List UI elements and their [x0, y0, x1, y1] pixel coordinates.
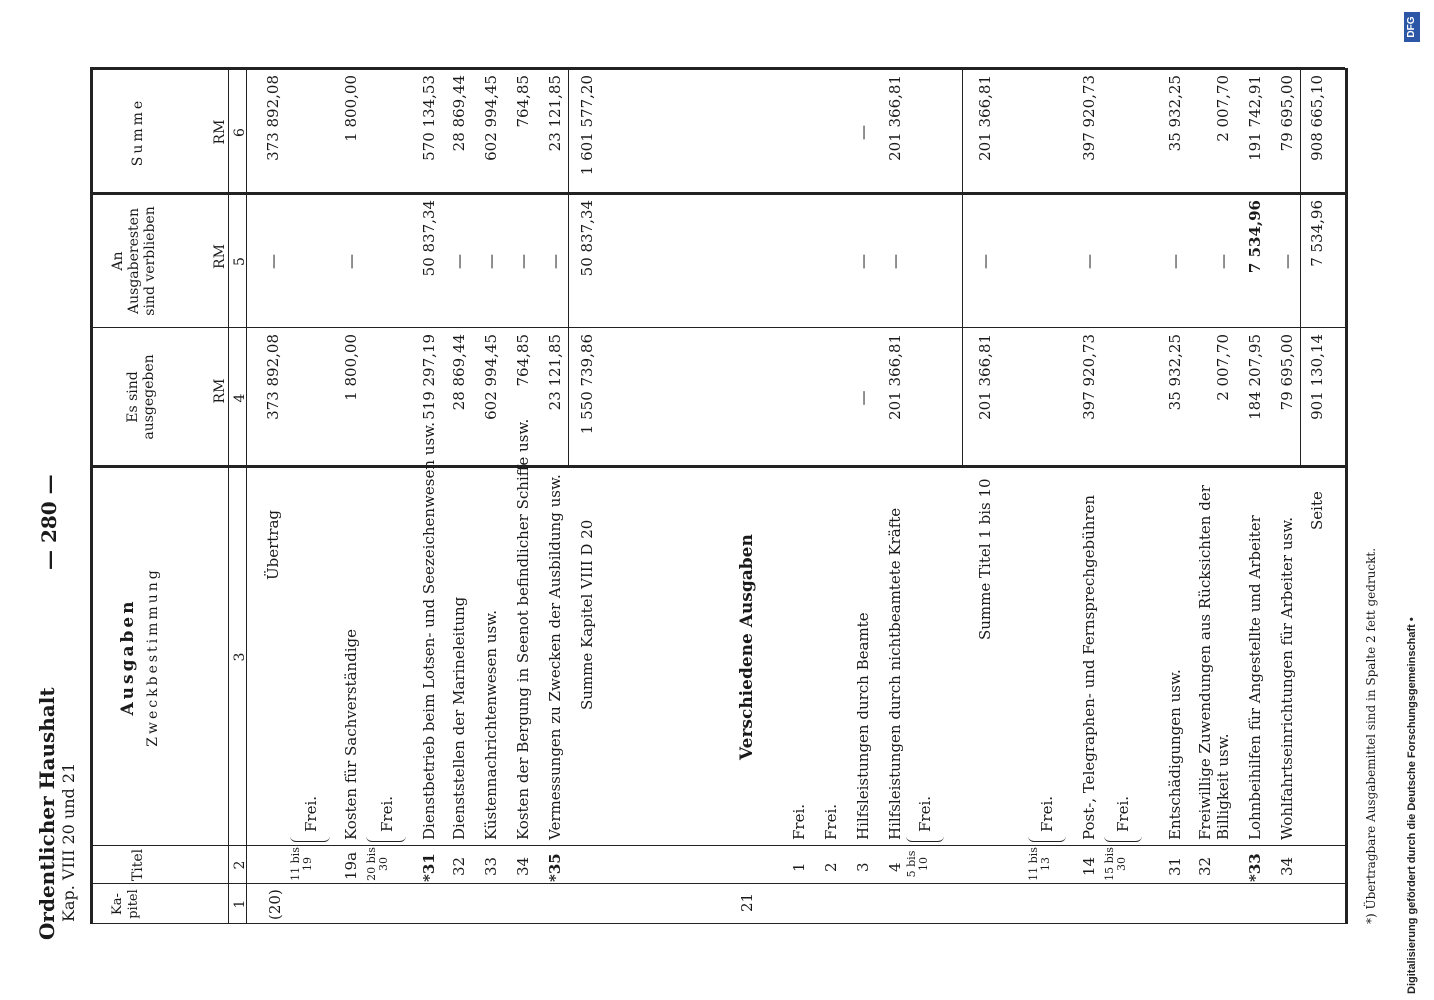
- s20-row0-text: Frei.: [302, 795, 320, 832]
- s21b-row6-titel: 34: [1278, 856, 1296, 876]
- s20-row1-c5: —: [342, 254, 360, 269]
- s21b-row1-c4: 397 920,73: [1080, 334, 1098, 420]
- col-header-summe: Summe: [130, 97, 146, 167]
- s20-row2-text: Frei.: [378, 795, 396, 832]
- s21-subtotal-rule: [962, 70, 963, 468]
- s21a-row2-c5: —: [854, 254, 872, 269]
- col-header-titel: Titel: [130, 848, 146, 882]
- uebertrag-c5: —: [264, 254, 282, 269]
- s20-row7-c6: 23 121,85: [546, 75, 564, 152]
- s20-row6-text: Kosten der Bergung in Seenot befindlicher Schiffe usw.: [514, 418, 532, 840]
- s21-subtotal-c5: —: [976, 254, 994, 269]
- s20-total-label: Summe Kapitel VIII D 20: [578, 519, 596, 710]
- s20-total-c5: 50 837,34: [578, 200, 596, 277]
- s21b-row3-c4: 35 932,25: [1166, 334, 1184, 411]
- s20-row7-text: Vermessungen zu Zwecken der Ausbildung usw.: [546, 474, 564, 840]
- s20-row4-titel: 32: [450, 856, 468, 876]
- s20-row7-titel: *35: [546, 853, 564, 882]
- s20-row1-c6: 1 800,00: [342, 75, 360, 142]
- s21a-row4-text: Frei.: [916, 795, 934, 832]
- s21a-row3-c6: 201 366,81: [886, 75, 904, 161]
- s20-total-c4: 1 550 739,86: [578, 334, 596, 435]
- s20-row6-c4: 764,85: [514, 334, 532, 387]
- dfg-logo: DFG: [1404, 12, 1420, 42]
- s21a-row1-titel: 2: [822, 862, 840, 872]
- col-header-kapitel: Ka-pitel: [110, 889, 141, 919]
- s20-row7-c4: 23 121,85: [546, 334, 564, 411]
- s21a-row0-titel: 1: [790, 862, 808, 872]
- s20-row5-titel: 33: [482, 856, 500, 876]
- s21a-row0-text: Frei.: [790, 803, 808, 840]
- uebertrag-label: Übertrag: [264, 509, 282, 580]
- s20-row3-c5: 50 837,34: [420, 200, 438, 277]
- colnum-4: 4: [232, 393, 248, 403]
- s21a-row2-text: Hilfsleistungen durch Beamte: [854, 612, 872, 840]
- s21b-row5-c4: 184 207,95: [1246, 334, 1264, 420]
- s21b-row5-c6: 191 742,91: [1246, 75, 1264, 161]
- s20-row3-c4: 519 297,19: [420, 334, 438, 420]
- s20-row3-c6: 570 134,53: [420, 75, 438, 161]
- colnum-5: 5: [232, 257, 248, 266]
- table-top-rule: [90, 68, 93, 924]
- s21b-row6-text: Wohlfahrtseinrichtungen für Arbeiter usw.: [1278, 516, 1296, 840]
- s21-subtotal-c4: 201 366,81: [976, 334, 994, 420]
- digitization-credit: [1396, 6, 1434, 994]
- s21b-row1-text: Post-, Telegraphen- und Fernsprechgebühren: [1080, 494, 1098, 840]
- s21-pagetotal-label: Seite: [1308, 491, 1326, 530]
- colnum-3: 3: [232, 652, 248, 662]
- s20-row5-c6: 602 994,45: [482, 75, 500, 161]
- s21b-row2-text: Frei.: [1114, 795, 1132, 832]
- credit-text: Digitalisierung gefördert durch die Deutsche Forschungsgemeinschaft •: [1406, 617, 1418, 994]
- page-number: — 280 —: [37, 474, 61, 570]
- s21b-row4-c5: —: [1214, 254, 1232, 269]
- s21a-row1-text: Frei.: [822, 803, 840, 840]
- s20-row3-text: Dienstbetrieb beim Lotsen- und Seezeichenwesen usw.: [420, 422, 438, 840]
- s21a-row2-c4: —: [854, 390, 872, 406]
- s21-subtotal-label: Summe Titel 1 bis 10: [976, 478, 994, 640]
- s21b-row4-c4: 2 007,70: [1214, 334, 1232, 401]
- s20-total-rule: [568, 70, 569, 468]
- s21-pagetotal-rule: [1300, 70, 1301, 468]
- s21b-row6-c4: 79 695,00: [1278, 334, 1296, 411]
- s20-total-c6: 1 601 577,20: [578, 75, 596, 176]
- uebertrag-c6: 373 892,08: [264, 75, 282, 161]
- s21b-row3-titel: 31: [1166, 856, 1184, 876]
- s20-row1-titel: 19a: [342, 851, 360, 880]
- s21b-row6-c5: —: [1278, 254, 1296, 269]
- s20-row5-c4: 602 994,45: [482, 334, 500, 420]
- unit-col4: RM: [212, 378, 228, 404]
- s21a-row4-brace: [906, 835, 944, 842]
- s21b-row3-text: Entschädigungen usw.: [1166, 669, 1184, 840]
- s21b-row4-c6: 2 007,70: [1214, 75, 1232, 142]
- table-right-rule: [90, 67, 1345, 70]
- document-title: Ordentlicher Haushalt: [35, 687, 59, 940]
- chapter-20: (20): [266, 889, 284, 920]
- document-subtitle: Kap. VIII 20 und 21: [59, 762, 78, 922]
- s21-heading: Verschiedene Ausgaben: [737, 534, 757, 760]
- colnum-1: 1: [232, 899, 248, 909]
- s21b-row0-brace: [1028, 835, 1066, 842]
- s20-row2-titel: 20 bis 30: [365, 847, 390, 881]
- s21b-row5-text: Lohnbeihilfen für Angestellte und Arbeiter: [1246, 515, 1264, 840]
- col-header-ausgegeben: Es sind ausgegeben: [125, 354, 157, 440]
- s21b-row2-brace: [1104, 835, 1142, 842]
- s20-row5-c5: —: [482, 254, 500, 269]
- s20-row4-c5: —: [450, 254, 468, 269]
- s20-row4-c6: 28 869,44: [450, 75, 468, 152]
- s21a-row3-c5: —: [886, 254, 904, 269]
- s21b-row3-c5: —: [1166, 254, 1184, 269]
- s20-row5-text: Küstennachrichtenwesen usw.: [482, 610, 500, 840]
- s21-subtotal-c6: 201 366,81: [976, 75, 994, 161]
- s21b-row5-c5: 7 534,96: [1246, 200, 1264, 274]
- col-divider-1: [90, 923, 1345, 924]
- s21b-row1-c5: —: [1080, 254, 1098, 269]
- table-bottom-rule: [1345, 68, 1348, 924]
- unit-col5: RM: [212, 244, 228, 269]
- col-header-zweck: Zweckbestimmung: [145, 567, 161, 747]
- s21b-row3-c6: 35 932,25: [1166, 75, 1184, 152]
- s21a-row3-text: Hilfsleistungen durch nichtbeamtete Kräfte: [886, 507, 904, 840]
- col-header-ausgabereste: An Ausgaberesten sind verblieben: [110, 206, 158, 316]
- s20-row0-brace: [290, 835, 330, 842]
- s20-row4-c4: 28 869,44: [450, 334, 468, 411]
- s21b-row0-titel: 11 bis 13: [1027, 847, 1052, 881]
- uebertrag-c4: 373 892,08: [264, 334, 282, 420]
- s21b-row4-titel: 32: [1196, 856, 1214, 876]
- s21b-row2-titel: 15 bis 30: [1103, 847, 1128, 881]
- s21a-row2-c6: —: [854, 125, 872, 140]
- s20-row6-c5: —: [514, 254, 532, 269]
- s21-pagetotal-c6: 908 665,10: [1308, 75, 1326, 161]
- s21b-row6-c6: 79 695,00: [1278, 75, 1296, 152]
- s21-pagetotal-c4: 901 130,14: [1308, 334, 1326, 420]
- s21a-row4-titel: 5 bis 10: [905, 850, 930, 878]
- s21b-row0-text: Frei.: [1038, 795, 1056, 832]
- s21a-row2-titel: 3: [854, 862, 872, 872]
- colnum-2: 2: [232, 860, 248, 870]
- s21a-row3-titel: 4: [886, 862, 904, 872]
- s20-row0-titel: 11 bis 19: [289, 847, 314, 881]
- s21b-row5-titel: *33: [1246, 853, 1264, 882]
- s21b-row1-c6: 397 920,73: [1080, 75, 1098, 161]
- s20-row6-titel: 34: [514, 856, 532, 876]
- col-divider-3: [90, 845, 1345, 846]
- col-divider-2: [90, 883, 1345, 884]
- s21a-row3-c4: 201 366,81: [886, 334, 904, 420]
- s20-row6-c6: 764,85: [514, 75, 532, 128]
- s20-row7-c5: —: [546, 254, 564, 269]
- s20-row2-brace: [366, 835, 406, 842]
- s20-row1-c4: 1 800,00: [342, 334, 360, 401]
- footnote: *) Übertragbare Ausgabemittel sind in Spalte 2 fett gedruckt.: [1364, 547, 1378, 924]
- col-header-ausgaben: Ausgaben: [118, 598, 138, 716]
- unit-col6: RM: [212, 119, 228, 145]
- column-number-rule: [228, 68, 229, 924]
- chapter-21: 21: [738, 892, 756, 912]
- s21-pagetotal-c5: 7 534,96: [1308, 200, 1326, 267]
- colnum-6: 6: [232, 128, 248, 137]
- s21b-row1-titel: 14: [1080, 856, 1098, 876]
- s20-row4-text: Dienststellen der Marineleitung: [450, 596, 468, 840]
- s20-row1-text: Kosten für Sachverständige: [342, 628, 360, 840]
- s21b-row4-text: Freiwillige Zuwendungen aus Rücksichten der Billigkeit usw.: [1196, 485, 1232, 840]
- s20-row3-titel: *31: [420, 853, 438, 882]
